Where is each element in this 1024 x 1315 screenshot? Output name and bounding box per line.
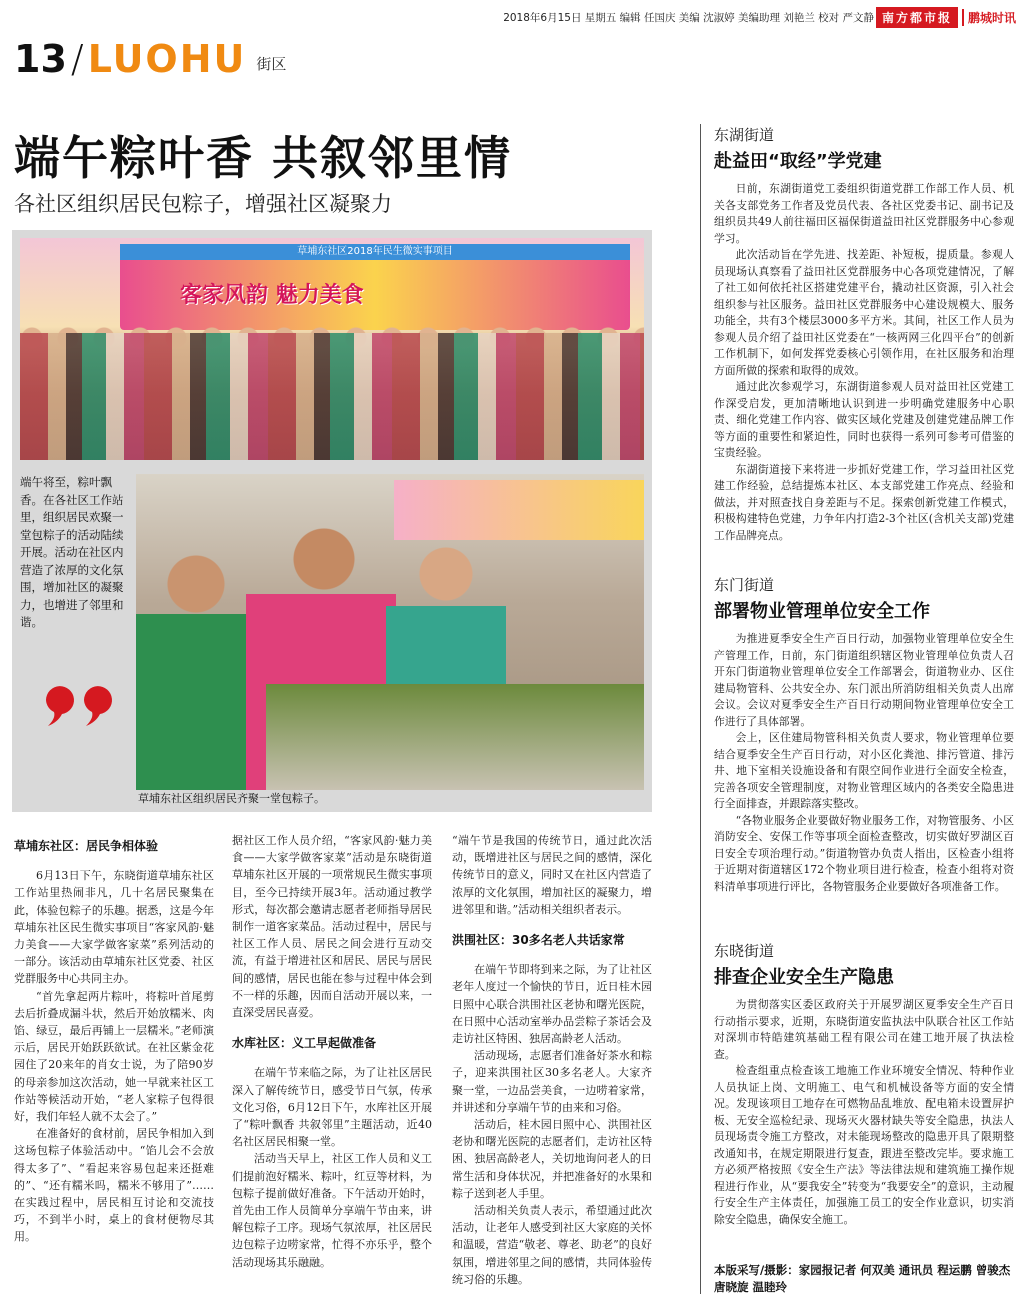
paragraph: 通过此次参观学习，东湖街道参观人员对益田社区党建工作深受启发，更加清晰地认识到进一步明确党建服务中心职责、细化党建工作内容、做实区域化党建及创建党建品牌工作等方面的重要性和紧迫性，同时也获得一系列可参考可借鉴的宝贵经验。 — [714, 380, 1014, 459]
making-zongzi-photo — [136, 474, 644, 790]
paragraph: 此次活动旨在学先进、找差距、补短板，提质量。参观人员现场认真察看了益田社区党群服务中心各项党建情况，了解了社工如何依托社区搭建党建平台，撬动社区资源，引入社会组织参与社区服务。益田社区党群服务中心建设规模大、服务功能全，共有3个楼层3000多平方米。其间，社区工作人员为参观人员介绍了益田社区党委在“一核两网三化四平台”的创新工作机制下，如何发挥党委核心引领作用，在社区服务和治理方面所做的探索和取得的成效。 — [714, 248, 1014, 377]
paper-sub: 鹏城时讯 — [962, 9, 1016, 26]
quote-icon — [42, 670, 122, 730]
paragraph: 在准备好的食材前，居民争相加入到这场包粽子体验活动中。“馅儿会不会放得太多了”、“看起来容易包起来还挺难的”、“还有糯米吗，糯米不够用了”……在实践过程中，居民相互讨论和交流技巧，不到半小时，桌上的食材便物尽其用。 — [14, 1127, 214, 1244]
paragraph: 在端午节即将到来之际，为了让社区老年人度过一个愉快的节日，近日桂木园日照中心联合洪围社区老协和曙光医院，在日照中心活动室举办品尝粽子茶话会及走访社区特困、独居高龄老人活动。 — [452, 963, 652, 1046]
paper-name: 南方都市报 — [876, 7, 958, 28]
section-name: LUOHU — [87, 37, 247, 81]
paragraph: 检查组重点检查该工地施工作业环境安全情况、特种作业人员执证上岗、文明施工、电气和机械设备等方面的安全情况。发现该项目工地存在可燃物品乱堆放、配电箱未设置屏护板、无安全巡检纪录、现场灭火器材缺失等安全隐患，执法人员现场责令施工方整改，对未能现场整改的隐患开具了限期整改通知书，在规定期限进行复查，跟进至整改完毕。要求施工方必须严格按照《安全生产法》等法律法规和建筑施工操作规程进行作业，从“要我安全”转变为“我要安全”的意识，主动履行安全生产主体责任，加强施工员工的安全作业意识，切实消除安全隐患，确保安全施工。 — [714, 1064, 1014, 1226]
photo2-caption: 草埔东社区组织居民齐聚一堂包粽子。 — [138, 792, 325, 805]
story-kicker: 东门街道 — [714, 576, 775, 594]
paragraph: 活动当天早上，社区工作人员和义工们提前泡好糯米、粽叶，红豆等材料，为包粽子提前做好准备。下午活动开始时，首先由工作人员简单分享端午节由来，讲解包粽子工序。现场气氛浓厚，社区居民边包粽子边唠家常，忙得不亦乐乎，整个活动现场其乐融融。 — [232, 1152, 432, 1269]
story-title: 赴益田“取经”学党建 — [714, 151, 882, 172]
photo-box — [12, 230, 652, 812]
paragraph: 活动现场，志愿者们准备好茶水和粽子，迎来洪围社区30多名老人。大家齐聚一堂，一边品尝美食，一边唠着家常，并讲述和分享端午节的由来和习俗。 — [452, 1049, 652, 1114]
story-kicker: 东晓街道 — [714, 942, 775, 960]
side-caption: 端午将至，粽叶飘香。在各社区工作站里，组织居民欢聚一堂包粽子的活动陆续开展。活动在社区内营造了浓厚的文化氛围，增加社区的凝聚力，也增进了邻里和谐。 — [20, 475, 124, 629]
paragraph: 在端午节来临之际，为了让社区居民深入了解传统节日，感受节日气氛，传承文化习俗，6月12日下午，水库社区开展了“粽叶飘香 共叙邻里”主题活动，近40名社区居民相聚一堂。 — [232, 1066, 432, 1149]
paragraph: “端午节是我国的传统节日，通过此次活动，既增进社区与居民之间的感情，深化传统节日的意义，同时又在社区内营造了浓厚的文化氛围，增加社区的凝聚力，增进邻里和谐。”活动相关组织者表示。 — [452, 834, 652, 916]
paragraph: “首先拿起两片粽叶，将粽叶首尾剪去后折叠成漏斗状，然后开始放糯米、肉馅、绿豆，最后再铺上一层糯米。”老师演示后，居民开始跃跃欲试。在社区紫金花园住了20来年的肖女士说，为了陪90岁的母亲参加这次活动，她一早就来社区工作站等候活动开始，“老人家粽子包得很好，我们年轻人就不太会了。” — [14, 989, 214, 1124]
article-column-2 — [232, 832, 432, 1271]
issue-meta: 2018年6月15日 星期五 编辑 任国庆 美编 沈淑婷 美编助理 刘艳兰 校对 严文静 — [503, 12, 874, 24]
paragraph: 6月13日下午，东晓街道草埔东社区工作站里热闹非凡，几十名居民聚集在此，体验包粽子的乐趣。据悉，这是今年草埔东社区民生微实事项目“客家风韵·魅力美食——大家学做客家菜”系列活动的一部分。该活动由草埔东社区党委、社区党群服务中心共同主办。 — [14, 869, 214, 986]
banner-top-text: 草埔东社区2018年民生微实事项目 — [120, 244, 630, 260]
paragraph: 活动相关负责人表示，希望通过此次活动，让老年人感受到社区大家庭的关怀和温暖，营造“敬老、尊老、助老”的良好氛围，增进邻里之间的感情，共同体验传统习俗的乐趣。 — [452, 1204, 652, 1286]
section-category: 街区 — [256, 55, 287, 73]
paragraph: 据社区工作人员介绍，“客家风韵·魅力美食——大家学做客家菜”活动是东晓街道草埔东社区开展的一项常规民生微实事项目，至今已持续开展3年。活动通过教学形式，每次都会邀请志愿者老师指导居民制作一道客家菜品。活动过程中，居民与社区工作人员、居民之间会进行互动交流，有益于增进社区和居民、居民与居民间的感情，居民也能在参与过程中体会到不一样的乐趣，因而自活动开展以来，一直深受居民喜爱。 — [232, 834, 432, 1020]
headline: 端午粽叶香 共叙邻里情 — [14, 131, 513, 185]
section-heading: 洪围社区：30多名老人共话家常 — [452, 933, 625, 948]
sidebar-story-donghu — [714, 124, 1014, 544]
subhead: 各社区组织居民包粽子，增强社区凝聚力 — [14, 192, 392, 216]
paragraph: 为贯彻落实区委区政府关于开展罗湖区夏季安全生产百日行动指示要求，近期，东晓街道安监执法中队联合社区工作站对深圳市特皓建筑基础工程有限公司在建工地开展了执法检查。 — [714, 998, 1014, 1061]
story-kicker: 东湖街道 — [714, 126, 775, 144]
sidebar-story-dongxiao — [714, 940, 1014, 1228]
section-heading: 水库社区：义工早起做准备 — [232, 1036, 377, 1051]
paragraph: 为推进夏季安全生产百日行动，加强物业管理单位安全生产管理工作，日前，东门街道组织辖区物业管理单位负责人召开东门街道物业管理单位安全工作部署会，街道物业办、区住建局物管科、公共安全办、东门派出所消防组相关负责人出席会议。会议对夏季安全生产百日行动期间物业管理单位安全工作进行了具体部署。 — [714, 632, 1014, 728]
sidebar-story-dongmen — [714, 574, 1014, 895]
paragraph: “各物业服务企业要做好物业服务工作，对物管服务、小区消防安全、安保工作等事项全面检查整改，切实做好罗湖区百日安全专项治理行动。”街道物管办负责人指出，区检查小组将于近期对街道辖区172个物业项目进行检查，检查小组将对资料清单事项进行评比，各物管服务企业要做好各项准备工作。 — [714, 813, 1014, 893]
photo2-banner — [394, 480, 644, 540]
section-heading: 草埔东社区：居民争相体验 — [14, 839, 159, 853]
photo2-table — [266, 684, 644, 790]
page-number: 13 — [14, 37, 67, 81]
paragraph: 活动后，桂木园日照中心、洪围社区老协和曙光医院的志愿者们，走访社区特困、独居高龄老人，关切地询问老人的日常生活和身体状况，并把准备好的水果和粽子送到老人手里。 — [452, 1118, 652, 1200]
paper-logo — [876, 7, 1016, 27]
photo2-person — [136, 544, 256, 790]
page-header — [14, 34, 287, 81]
article-column-1 — [14, 838, 214, 1246]
masthead-bar — [0, 0, 1024, 30]
slash-divider: / — [70, 37, 84, 81]
paragraph: 日前，东湖街道党工委组织街道党群工作部工作人员、机关各支部党务工作者及党员代表、各社区党委书记、副书记及组织员共49人前往福田区福保街道益田社区党群服务中心参观学习。 — [714, 182, 1014, 245]
paragraph: 东湖街道接下来将进一步抓好党建工作，学习益田社区党建工作经验，总结提炼本社区、本支部党建工作亮点、经验和做法，并对照查找自身差距与不足。探索创新党建工作模式，积极构建特色党建，力争年内打造2-3个社区(含机关支部)党建工作品牌亮点。 — [714, 462, 1014, 542]
crowd-figures — [20, 333, 644, 460]
story-title: 排查企业安全生产隐患 — [714, 967, 894, 988]
column-divider — [700, 124, 701, 1294]
group-photo — [20, 238, 644, 460]
byline-credit: 本版采写/摄影：家园报记者 何双美 通讯员 程运鹏 曾骏杰 唐晓旋 温睦玲 — [714, 1263, 1011, 1294]
paragraph: 会上，区住建局物管科相关负责人要求，物业管理单位要结合夏季安全生产百日行动，对小区化粪池、排污管道、排污井、地下室相关设施设备和有限空间作业进行全面安全检查，完善各项安全管理制度，对物业管理区域内的各类安全隐患进行全面排查，并跟踪落实整改。 — [714, 731, 1014, 810]
article-column-3 — [452, 832, 652, 1288]
banner-main-text: 客家风韵 魅力美食 — [180, 283, 364, 308]
story-title: 部署物业管理单位安全工作 — [714, 601, 930, 622]
